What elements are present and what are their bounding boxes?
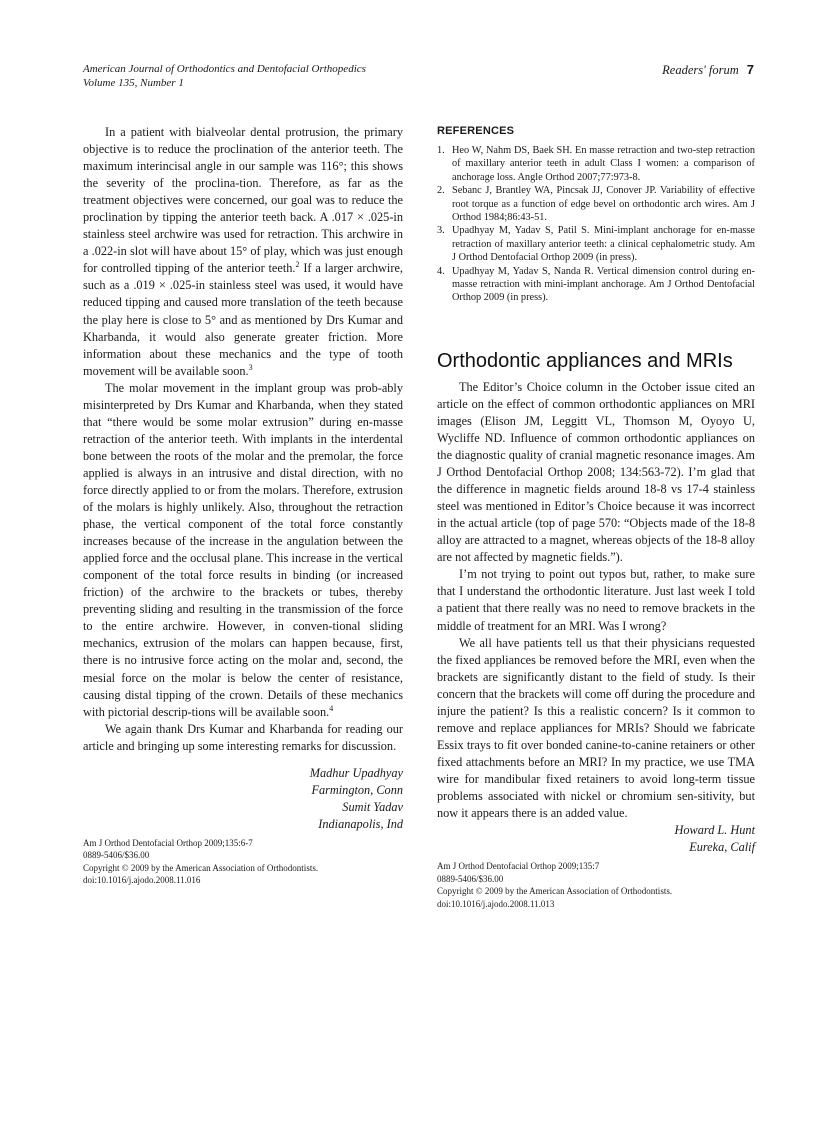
article-footer <box>83 837 403 887</box>
reference-text: Heo W, Nahm DS, Baek SH. En masse retraction and two-step retraction of maxillary anterior teeth in adult Class I women: a comparison of anchorage loss. Angle Orthod 2007;77:973-8. <box>452 145 755 183</box>
article-footer <box>437 860 755 910</box>
reference-number: 2. <box>437 185 445 197</box>
section-name: Readers' forum <box>662 63 739 77</box>
paragraph: We again thank Drs Kumar and Kharbanda for reading our article and bringing up some interesting remarks for discussion. <box>83 721 403 753</box>
right-column <box>437 124 755 910</box>
paragraph: I’m not trying to point out typos but, rather, to make sure that I understand the orthodontic literature. Just last week I told a patient that there really was no need to remove brackets in the middle of treatment for an MRI. Was I wrong? <box>437 567 755 633</box>
reference-number: 3. <box>437 225 445 237</box>
journal-title: American Journal of Orthodontics and Dentofacial Orthopedics <box>83 63 366 75</box>
footer-copyright: Copyright © 2009 by the American Association of Orthodontists. <box>83 862 319 873</box>
author-signature <box>437 822 755 856</box>
running-header-right <box>662 62 754 78</box>
paragraph-text: In a patient with bialveolar dental protrusion, the primary objective is to reduce the proclination of the anterior teeth. The maximum interincisal angle in our sample was 116°; this shows the severity of the proclina-tion. Therefore, as far as the treatment objectives were concerned, our goal was to reduce the proclination by tipping the anterior teeth back. A .017 × .025-in stainless steel archwire was used for retraction. This archwire in a .022-in slot will have about 15° of play, which was just enough for controlled tipping of the anterior teeth. <box>83 125 403 276</box>
footer-doi: doi:10.1016/j.ajodo.2008.11.013 <box>437 898 555 909</box>
author-name: Howard L. Hunt <box>674 823 755 838</box>
reference-text: Upadhyay M, Yadav S, Patil S. Mini-implant anchorage for en-masse retraction of maxillary anterior teeth: a clinical cephalometric study. Am J Orthod Dentofacial Orthop 2009 (in press). <box>452 225 755 264</box>
footer-issn: 0889-5406/$36.00 <box>83 850 150 861</box>
journal-volume: Volume 135, Number 1 <box>83 77 184 89</box>
footer-issn: 0889-5406/$36.00 <box>437 873 504 884</box>
footer-citation: Am J Orthod Dentofacial Orthop 2009;135:7 <box>437 861 600 872</box>
citation-superscript: 2 <box>295 260 300 270</box>
page-number: 7 <box>746 62 754 77</box>
author-location: Eureka, Calif <box>689 840 755 855</box>
reference-item <box>437 144 755 184</box>
paragraph-text: The molar movement in the implant group was prob-ably misinterpreted by Drs Kumar and Kharbanda, when they stated that “there would be some molar extrusion” during en-masse retraction of the anterior teeth. With implants in the interdental bone between the roots of the molar and the premolar, the force applied is always in an intrusive and distal direction, with no force directly applied to or from the molars. Therefore, extrusion of the molars is highly unlikely. Also, throughout the retraction phase, the vertical component of the total force constantly increases because of the increase in the angulation between the applied force and the occlusal plane. This increase in the vertical component of the total force results in binding (or increased friction) of the archwire to the brackets or tubes, thereby preventing sliding and resulting in the transmission of the force to the entire archwire. However, in conven-tional sliding mechanics, extrusion of the molars can happen because, first, there is no intrusive force acting on the molar and, second, the mesial force on the molar is below the center of resistance, causing distal tipping of the crown. Details of these mechanics with pictorial descrip-tions will be available soon. <box>83 380 403 719</box>
references-list <box>437 144 755 305</box>
paragraph: The Editor’s Choice column in the October issue cited an article on the effect of common orthodontic appliances on MRI images (Elison JM, Leggitt VL, Thomson M, Oyoyo U, Wycliffe ND. Influence of common orthodontic appliances on the diagnostic quality of cranial magnetic resonance images. Am J Orthod Dentofacial Orthop 2008; 134:563-72). I’m glad that the difference in magnetic fields around 18-8 vs 17-4 stainless steel was mentioned in Editor’s Choice because it was incorrect in the actual article (top of page 570: “Objects made of the 18-8 alloy are attracted to a magnet, whereas objects of the 18-8 alloy are not affected by magnetic fields.”). <box>437 379 755 565</box>
author-signature <box>83 765 403 833</box>
left-column <box>83 124 403 887</box>
author-location: Indianapolis, Ind <box>318 816 403 831</box>
paragraph-text: If a larger archwire, such as a .019 × .025-in stainless steel was used, it would have reduced tipping and caused more translation of the teeth because the play here is close to 5° and as mentioned by Drs Kumar and Kharbanda, it would also generate greater friction. More information about these mechanics and the type of tooth movement will be available soon. <box>83 261 403 378</box>
paragraph: We all have patients tell us that their physicians requested the fixed appliances be removed before the MRI, even when the brackets are significantly distant to the field of study. Is their concern that the brackets will come off during the procedure and injure the patient? Is this a realistic concern? Is it common to remove and replace appliances for MRIs? Should we fabricate Essix trays to fit over bonded canine-to-canine retainers or other fixed attachments before an MRI? In my practice, we use TMA wire for mandibular fixed retainers to avoid long-term tissue problems associated with nickel or chromium sen-sitivity, but now it appears there is an added value. <box>437 635 756 821</box>
reference-number: 1. <box>437 145 445 156</box>
citation-superscript: 4 <box>329 703 334 713</box>
reference-item <box>437 184 755 224</box>
reference-item <box>437 224 755 264</box>
citation-superscript: 3 <box>248 362 253 372</box>
article-title: Orthodontic appliances and MRIs <box>437 349 733 372</box>
reference-number: 4. <box>437 265 445 277</box>
references-heading: REFERENCES <box>437 125 515 137</box>
author-location: Farmington, Conn <box>311 782 403 797</box>
footer-citation: Am J Orthod Dentofacial Orthop 2009;135:6-7 <box>83 837 253 848</box>
footer-doi: doi:10.1016/j.ajodo.2008.11.016 <box>83 875 201 886</box>
footer-copyright: Copyright © 2009 by the American Association of Orthodontists. <box>437 886 673 897</box>
paragraph <box>83 124 403 380</box>
paragraph <box>83 380 403 721</box>
author-name: Sumit Yadav <box>342 799 403 814</box>
reference-text: Sebanc J, Brantley WA, Pincsak JJ, Conover JP. Variability of effective root torque as a function of edge bevel on orthodontic arch wires. Am J Orthod 1984;86:43-51. <box>452 185 755 224</box>
author-name: Madhur Upadhyay <box>309 765 403 780</box>
reference-item <box>437 265 755 305</box>
reference-text: Upadhyay M, Yadav S, Nanda R. Vertical dimension control during en-masse retraction with mini-implant anchorage. Am J Orthod Dentofacial Orthop 2009 (in press). <box>452 265 755 304</box>
running-header-left <box>83 62 366 90</box>
